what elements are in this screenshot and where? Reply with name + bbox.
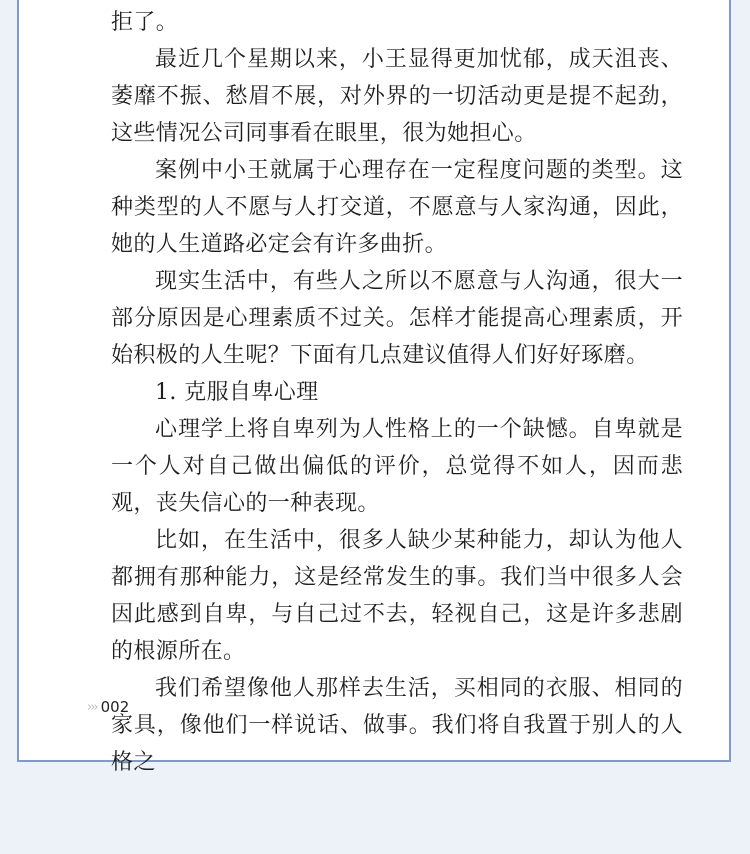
chevrons-right-icon: ››› bbox=[87, 699, 97, 715]
paragraph-4: 现实生活中，有些人之所以不愿意与人沟通，很大一部分原因是心理素质不过关。怎样才能提高心理素质，开始积极的人生呢？下面有几点建议值得人们好好琢磨。 bbox=[111, 269, 683, 368]
paragraph-3: 案例中小王就属于心理存在一定程度问题的类型。这种类型的人不愿与人打交道，不愿意与人家沟通，因此，她的人生道路必定会有许多曲折。 bbox=[111, 158, 683, 257]
paragraph-2: 最近几个星期以来，小王显得更加忧郁，成天沮丧、萎靡不振、愁眉不展，对外界的一切活动更是提不起劲，这些情况公司同事看在眼里，很为她担心。 bbox=[111, 47, 683, 146]
paragraph-6: 比如，在生活中，很多人缺少某种能力，却认为他人都拥有那种能力，这是经常发生的事。我们当中很多人会因此感到自卑，与自己过不去，轻视自己，这是许多悲剧的根源所在。 bbox=[111, 528, 683, 664]
body-text bbox=[111, 4, 683, 781]
section-heading: 1. 克服自卑心理 bbox=[155, 380, 319, 405]
book-page bbox=[17, 0, 731, 775]
page-number: 002 bbox=[100, 698, 130, 716]
page-footer bbox=[87, 695, 129, 719]
paragraph-1: 拒了。 bbox=[111, 10, 179, 35]
paragraph-5: 心理学上将自卑列为人性格上的一个缺憾。自卑就是一个人对自己做出偏低的评价，总觉得不如人，因而悲观，丧失信心的一种表现。 bbox=[111, 417, 683, 516]
paragraph-7: 我们希望像他人那样去生活，买相同的衣服、相同的家具，像他们一样说话、做事。我们将自我置于别人的人格之 bbox=[111, 676, 683, 775]
